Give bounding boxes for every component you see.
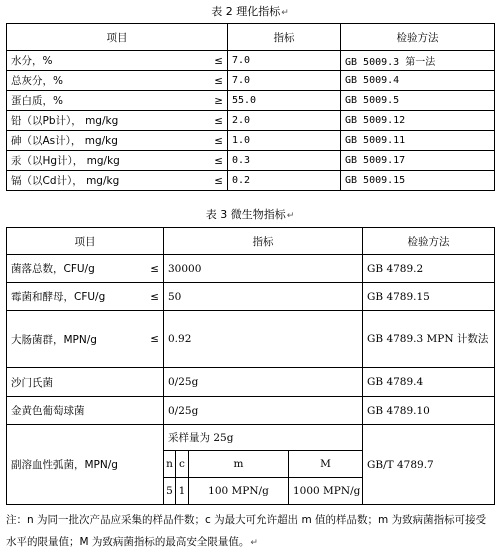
item-value: 0.3: [228, 151, 341, 171]
item-value: 7.0: [228, 51, 341, 71]
table2-caption: 表 2 理化指标↵: [211, 5, 289, 18]
item-value: 1.0: [228, 131, 341, 151]
item-method: GB 5009.17: [341, 151, 495, 171]
item-name: 副溶血性弧菌，MPN/g: [7, 425, 164, 505]
item-value: 0.2: [228, 171, 341, 191]
sampling-amount: 采样量为 25g: [164, 425, 363, 451]
table-row: [7, 131, 495, 151]
comparison-symbol: ≥: [214, 94, 223, 107]
table-row: [7, 368, 495, 397]
table-row: [7, 151, 495, 171]
item-value: 50: [164, 283, 363, 311]
table3-caption: 表 3 微生物指标↵: [205, 208, 295, 221]
table3-header-row: [7, 228, 495, 255]
item-method: GB/T 4789.7: [363, 425, 495, 505]
item-name: 铅（以Pb计）， mg/kg: [11, 115, 119, 127]
big-m-header: M: [289, 451, 363, 478]
table3-header-item: 项目: [7, 228, 164, 255]
item-name: 水分，%: [11, 55, 53, 67]
item-value: 7.0: [228, 71, 341, 91]
table-row: [7, 311, 495, 368]
paragraph-mark-icon: ↵: [281, 8, 289, 18]
comparison-symbol: ≤: [150, 290, 159, 303]
table2-header-value: 指标: [228, 24, 341, 51]
n-header: n: [164, 451, 176, 478]
item-name: 汞（以Hg计）， mg/kg: [11, 155, 120, 167]
comparison-symbol: ≤: [150, 262, 159, 275]
item-method: GB 5009.4: [341, 71, 495, 91]
item-name: 金黄色葡萄球菌: [7, 397, 164, 425]
table3: [6, 227, 495, 505]
paragraph-mark-icon: ↵: [250, 538, 258, 548]
table-row: [7, 283, 495, 311]
item-name: 菌落总数，CFU/g: [11, 263, 95, 275]
item-name: 总灰分，%: [11, 75, 63, 87]
vibrio-row: [7, 425, 495, 451]
item-name: 大肠菌群，MPN/g: [11, 333, 97, 346]
table-row: [7, 171, 495, 191]
c-value: 1: [176, 478, 189, 505]
item-method: GB 5009.12: [341, 111, 495, 131]
item-name: 砷（以As计）， mg/kg: [11, 135, 118, 147]
item-method: GB 4789.4: [363, 368, 495, 397]
item-method: GB 4789.2: [363, 255, 495, 283]
item-value: 0/25g: [164, 368, 363, 397]
paragraph-mark-icon: ↵: [286, 211, 295, 221]
item-value: 55.0: [228, 91, 341, 111]
comparison-symbol: ≤: [214, 114, 223, 127]
n-value: 5: [164, 478, 176, 505]
table3-header-method: 检验方法: [363, 228, 495, 255]
m-value: 100 MPN/g: [189, 478, 289, 505]
item-name: 蛋白质，%: [11, 95, 63, 107]
item-method: GB 5009.5: [341, 91, 495, 111]
table3-header-value: 指标: [164, 228, 363, 255]
c-header: c: [176, 451, 189, 478]
table-row: [7, 51, 495, 71]
item-method: GB 4789.15: [363, 283, 495, 311]
table-row: [7, 91, 495, 111]
item-method: GB 5009.15: [341, 171, 495, 191]
item-value: 2.0: [228, 111, 341, 131]
m-header: m: [189, 451, 289, 478]
table-row: [7, 397, 495, 425]
item-method: GB 4789.3 MPN 计数法: [363, 311, 495, 368]
table2-header-item: 项目: [7, 24, 228, 51]
table-row: [7, 71, 495, 91]
table-row: [7, 111, 495, 131]
comparison-symbol: ≤: [214, 74, 223, 87]
item-value: 0/25g: [164, 397, 363, 425]
comparison-symbol: ≤: [214, 54, 223, 67]
big-m-value: 1000 MPN/g: [289, 478, 363, 505]
comparison-symbol: ≤: [214, 154, 223, 167]
table2-header-row: [7, 24, 495, 51]
comparison-symbol: ≤: [150, 333, 159, 345]
footnote: 注：n 为同一批次产品应采集的样品件数；c 为最大可允许超出 m 值的样品数；m 为致病菌指标可接受水平的限量值；M 为致病菌指标的最高安全限量值。: [6, 514, 487, 548]
item-value: 30000: [164, 255, 363, 283]
item-name: 镉（以Cd计）， mg/kg: [11, 175, 120, 187]
table2-header-method: 检验方法: [341, 24, 495, 51]
table-row: [7, 255, 495, 283]
comparison-symbol: ≤: [214, 174, 223, 187]
item-value: 0.92: [164, 311, 363, 368]
item-method: GB 5009.3 第一法: [341, 51, 495, 71]
item-method: GB 5009.11: [341, 131, 495, 151]
item-name: 霉菌和酵母，CFU/g: [11, 291, 106, 303]
table2: [6, 23, 495, 191]
item-method: GB 4789.10: [363, 397, 495, 425]
item-name: 沙门氏菌: [7, 368, 164, 397]
comparison-symbol: ≤: [214, 134, 223, 147]
